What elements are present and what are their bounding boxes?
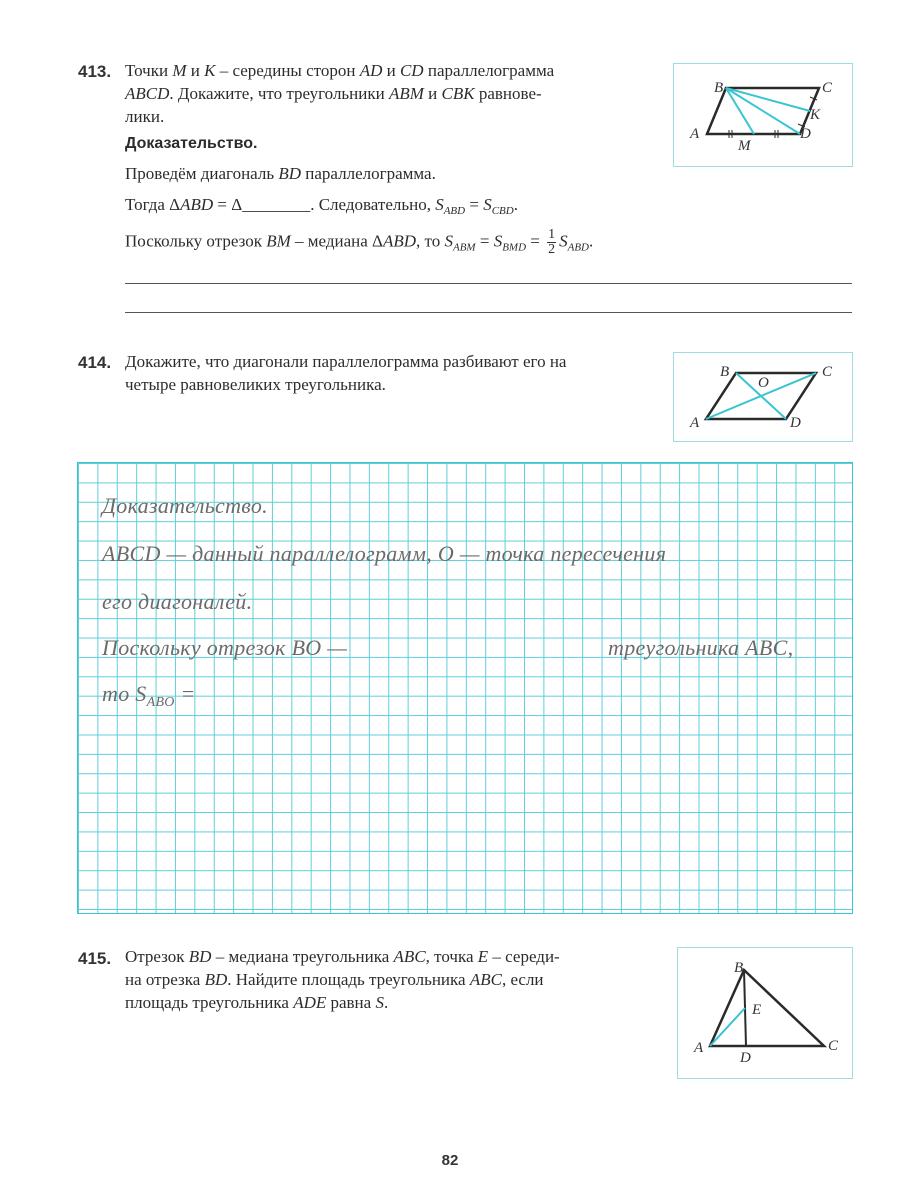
problem-413-line-2: ABCD. Докажите, что треугольники ABM и CBK равнове- xyxy=(125,84,542,103)
hw-line-4b: треугольника ABC, xyxy=(608,635,794,660)
fig413-label-C: C xyxy=(822,80,833,96)
answer-line-1[interactable] xyxy=(125,283,852,284)
problem-413-step-1: Проведём диагональ BD параллелограмма. xyxy=(125,164,436,183)
fig413-label-B: B xyxy=(714,80,724,96)
problem-413-line-3: лики. xyxy=(125,107,165,126)
problem-413-proof-label: Доказательство. xyxy=(125,135,258,152)
fig415-label-D: D xyxy=(740,1050,751,1066)
fig413-label-K: K xyxy=(810,107,821,123)
fraction: $\frac{1}{2}$ xyxy=(548,227,556,257)
fig414-label-B: B xyxy=(720,364,730,380)
problem-414-number: 414. xyxy=(78,353,112,372)
fig415-label-C: C xyxy=(828,1038,839,1054)
problem-413-number: 413. xyxy=(78,62,112,81)
fig414-label-A: A xyxy=(690,415,700,431)
hw-line-5: то $S_{ABO}$ = xyxy=(102,681,196,710)
fig415-label-A: A xyxy=(694,1040,704,1056)
fig415-label-E: E xyxy=(752,1002,762,1018)
problem-414-line-2: четыре равновеликих треугольника. xyxy=(125,375,386,394)
fig413-label-A: A xyxy=(690,126,700,142)
answer-line-2[interactable] xyxy=(125,312,852,313)
problem-415-line-1: Отрезок BD – медиана треугольника ABC, точка E – середи- xyxy=(125,947,560,966)
hw-line-4a: Поскольку отрезок BO — xyxy=(102,635,348,660)
fig415-label-B: B xyxy=(734,960,744,976)
page-number: 82 xyxy=(441,1152,459,1169)
problem-415-figure xyxy=(677,947,853,1079)
problem-415-number: 415. xyxy=(78,949,112,968)
problem-413-step-3: Поскольку отрезок BM – медиана ΔABD, то $S_{ABM} = S_{BMD}$ = $\frac{1}{2}$ $S_{ABD}$. xyxy=(125,227,594,257)
problem-415-line-2: на отрезка BD. Найдите площадь треугольника ABC, если xyxy=(125,970,544,989)
problem-413-figure xyxy=(673,63,853,167)
problem-415-line-3: площадь треугольника ADE равна S. xyxy=(125,993,389,1012)
problem-413-line-1: Точки M и K – середины сторон AD и CD параллелограмма xyxy=(125,61,555,80)
fig414-label-O: O xyxy=(758,375,769,391)
fig414-label-C: C xyxy=(822,364,833,380)
fig414-label-D: D xyxy=(790,415,801,431)
fig413-label-D: D xyxy=(800,126,811,142)
hw-line-2: ABCD — данный параллелограмм, O — точка пересечения xyxy=(102,541,667,566)
graph-paper-answer-area[interactable] xyxy=(77,462,853,914)
hw-line-1: Доказательство. xyxy=(102,493,268,518)
problem-413-step-2: Тогда ΔABD = Δ________. Следовательно, $S_{ABD} = S_{CBD}$. xyxy=(125,195,518,217)
fig413-label-M: M xyxy=(738,138,751,154)
problem-414-figure xyxy=(673,352,853,442)
hw-line-3: его диагоналей. xyxy=(102,589,253,614)
problem-414-line-1: Докажите, что диагонали параллелограмма разбивают его на xyxy=(125,352,567,371)
